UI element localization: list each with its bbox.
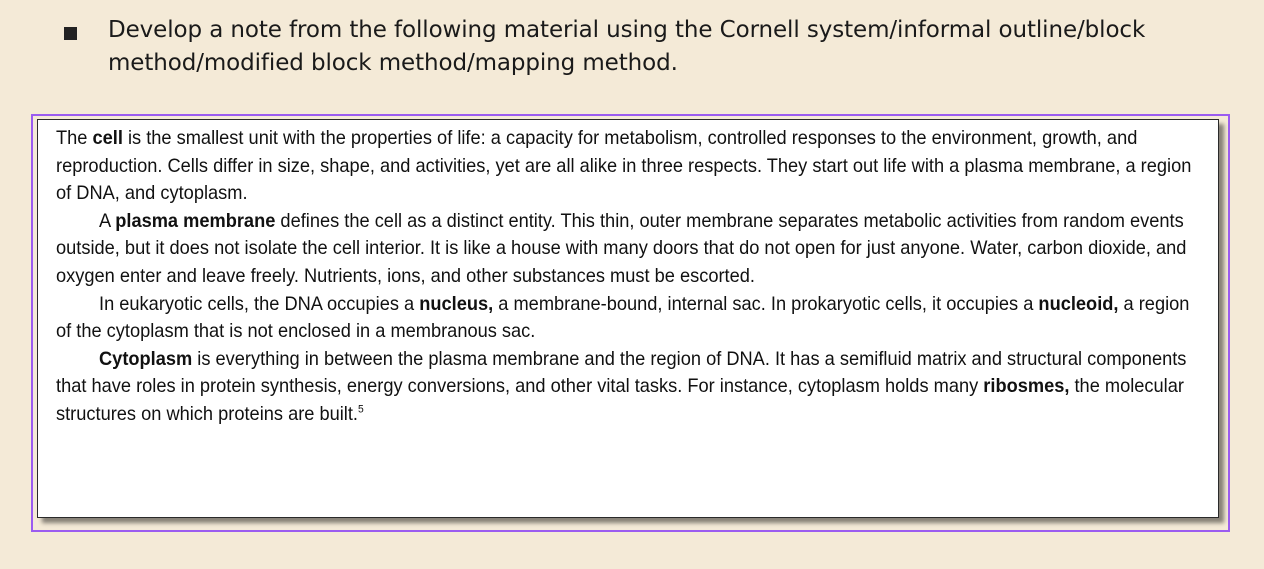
paragraph-cell: The cell is the smallest unit with the properties of life: a capacity for metabolism, controlled responses to the environment, growth, and reproduction. Cells differ in size, shape, and activities, yet are all alike in three respects. They start out life with a plasma membrane, a region of DNA, and cytoplasm. — [56, 127, 1192, 205]
paragraph-plasma-membrane: A plasma membrane defines the cell as a distinct entity. This thin, outer membrane separates metabolic activities from random events outside, but it does not isolate the cell interior. It is like a house with many doors that do not open for just anyone. Water, carbon dioxide, and oxygen enter and leave freely. Nutrients, ions, and other substances must be escorted. — [56, 209, 1187, 287]
passage-box — [37, 119, 1219, 518]
instruction-bullet-item — [64, 14, 1184, 80]
term-nucleus: nucleus, — [419, 292, 494, 315]
footnote-marker: 5 — [358, 403, 364, 416]
term-plasma-membrane: plasma membrane — [115, 209, 276, 232]
instruction-text: Develop a note from the following material using the Cornell system/informal outline/block method/modified block method/mapping method. — [108, 17, 1146, 76]
term-cytoplasm: Cytoplasm — [99, 347, 193, 370]
paragraph-nucleus: In eukaryotic cells, the DNA occupies a nucleus, a membrane-bound, internal sac. In prokaryotic cells, it occupies a nucleoid, a region of the cytoplasm that is not enclosed in a membranous sac. — [56, 292, 1190, 343]
term-cell: cell — [92, 127, 123, 149]
term-nucleoid: nucleoid, — [1038, 292, 1119, 315]
square-bullet-icon — [64, 27, 77, 40]
term-ribosomes: ribosmes, — [983, 375, 1070, 398]
paragraph-cytoplasm: Cytoplasm is everything in between the plasma membrane and the region of DNA. It has a semifluid matrix and structural components that have roles in protein synthesis, energy conversions, and other vital tasks. For instance, cytoplasm holds many ribosmes, the molecular structures on which proteins are built.$^5$ — [56, 347, 1187, 425]
